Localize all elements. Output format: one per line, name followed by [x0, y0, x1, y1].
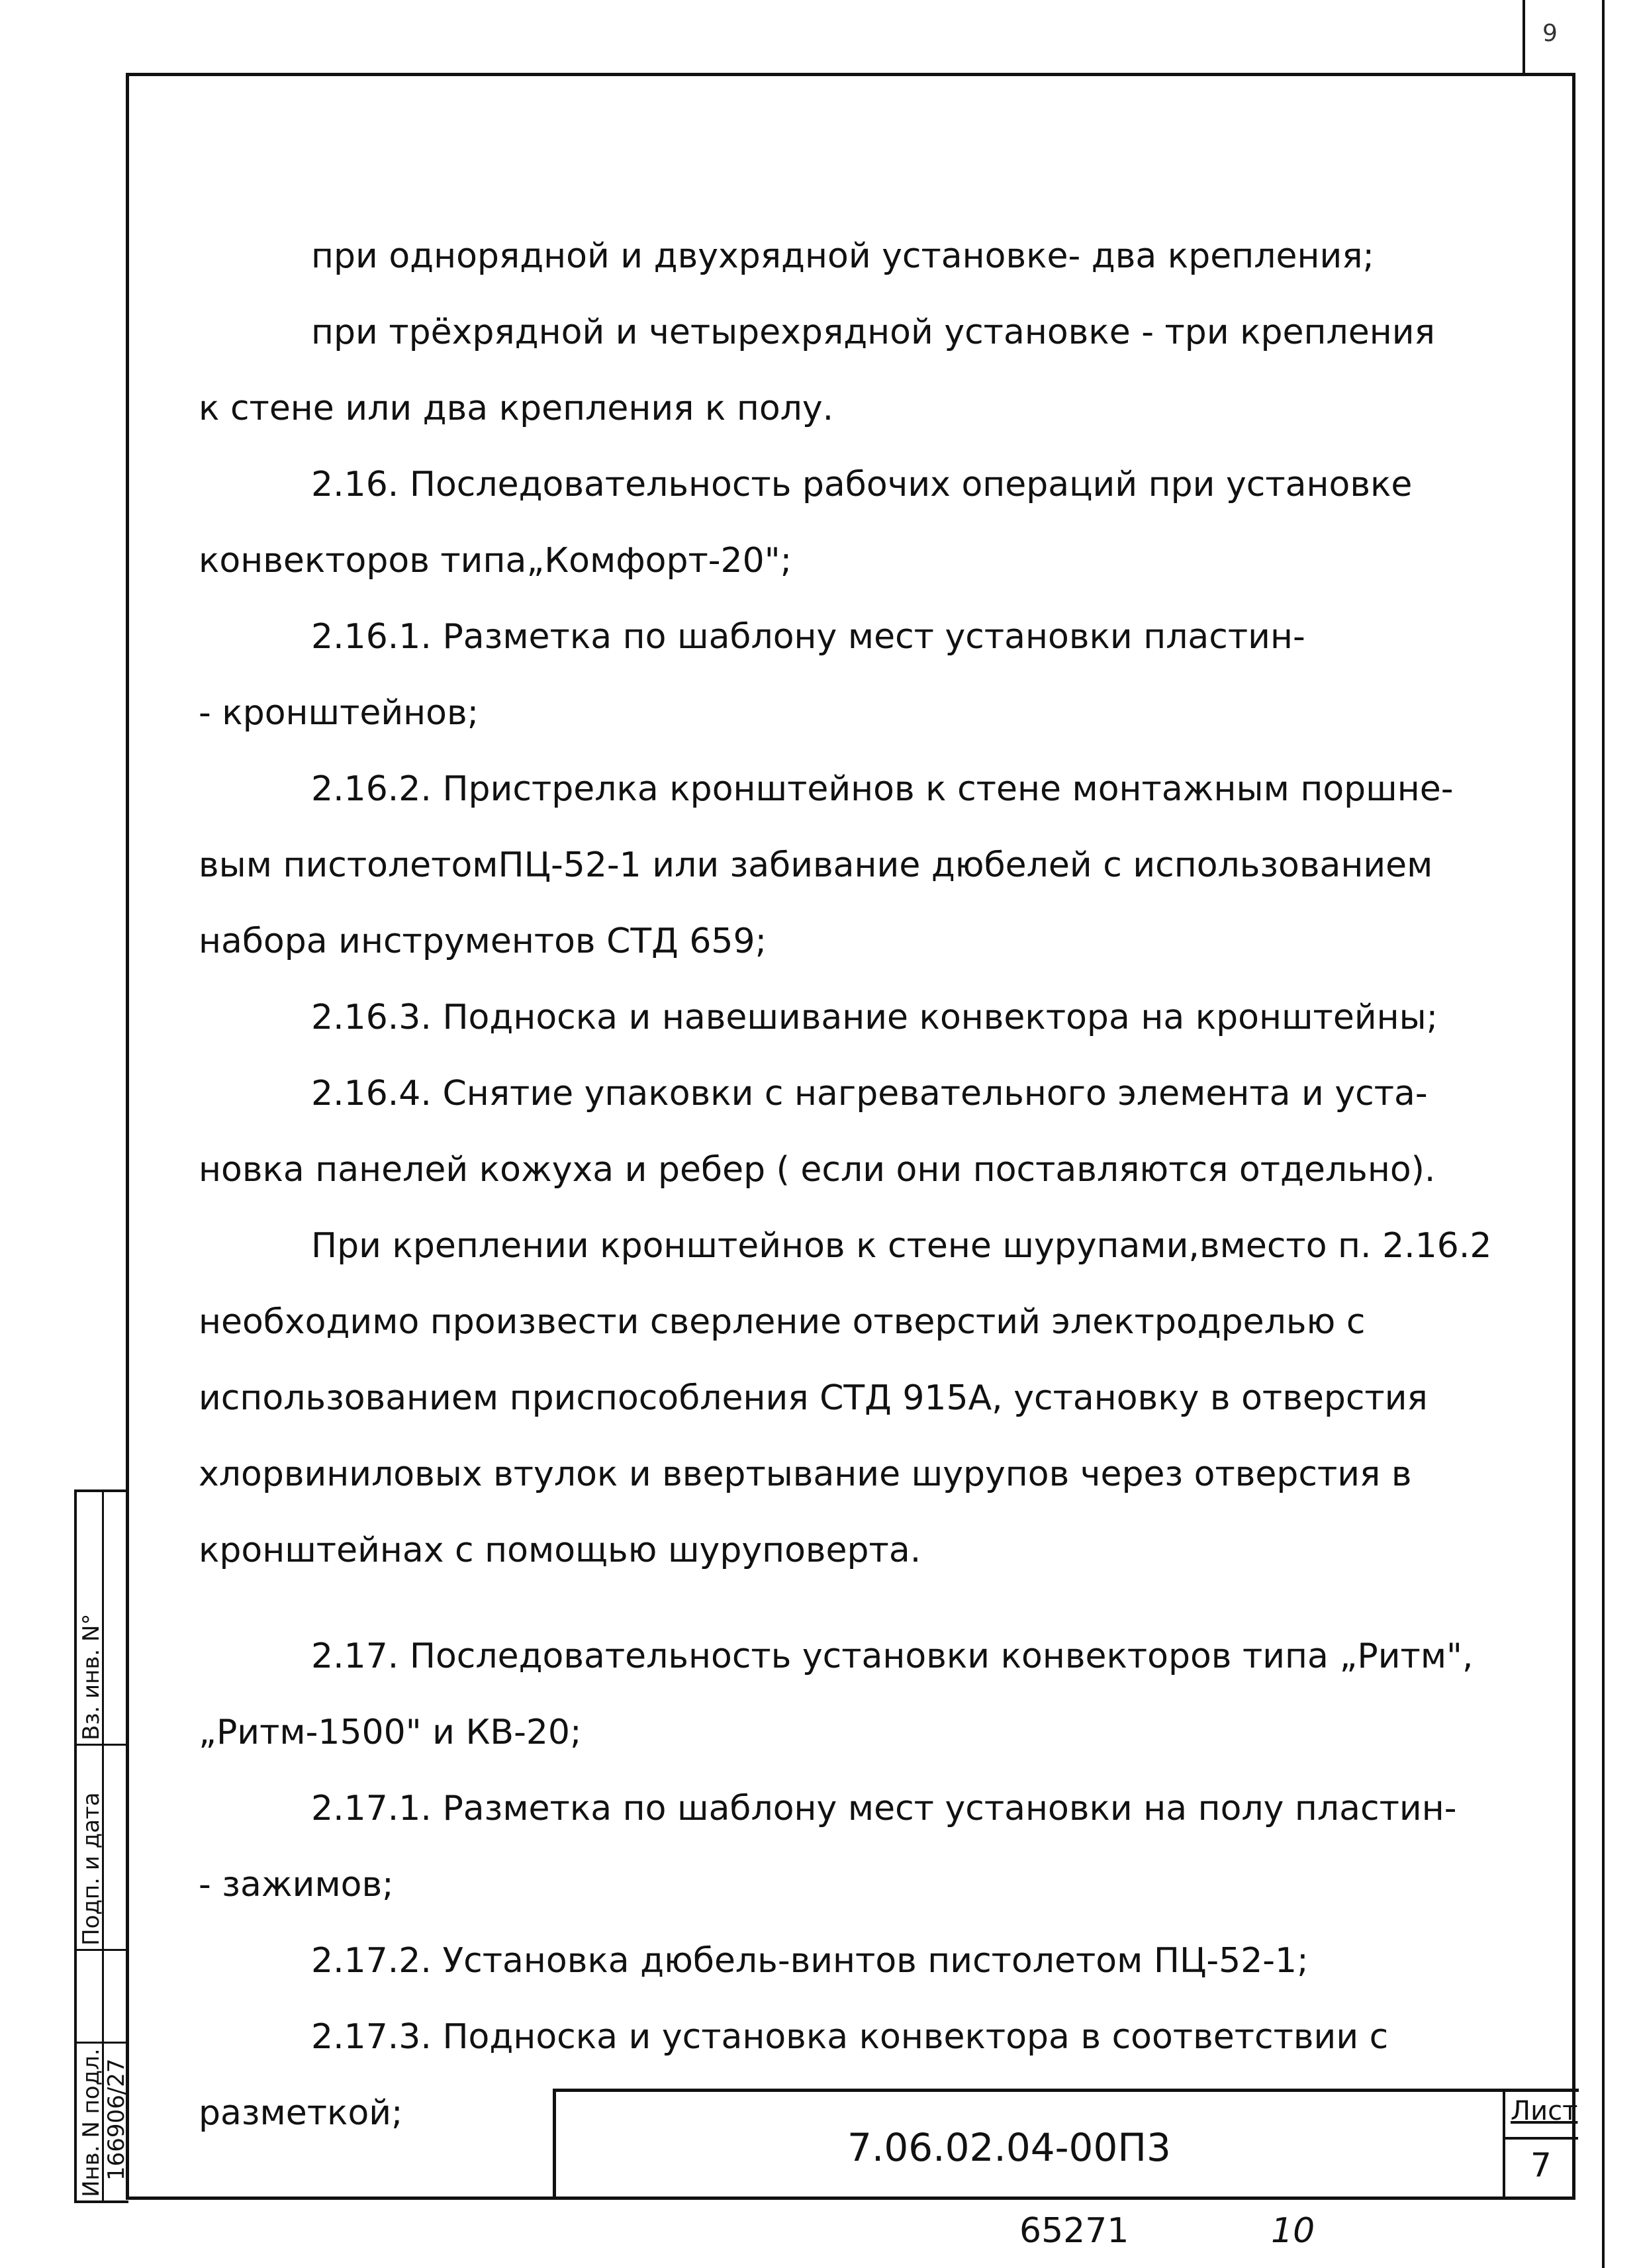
text-line: вым пистолетомПЦ-52-1 или забивание дюбелей с использованием — [199, 845, 1433, 885]
text-line: новка панелей кожуха и ребер ( если они поставляются отдельно). — [199, 1150, 1436, 1190]
paragraph-gap — [199, 1589, 1556, 1619]
frame-right — [1572, 73, 1575, 2198]
text-line: кронштейнах с помощью шуруповерта. — [199, 1531, 921, 1570]
text-line: 2.17. Последовательность установки конвекторов типа „Ритм", — [311, 1636, 1474, 1676]
text-line: к стене или два крепления к полу. — [199, 389, 834, 428]
frame-top — [126, 73, 1575, 76]
sheet-box — [1503, 2092, 1578, 2197]
sheet-number: 7 — [1530, 2146, 1552, 2185]
stamp-podp-data-label: Подп. и дата — [78, 1792, 105, 1946]
text-line: 2.16.2. Пристрелка кронштейнов к стене монтажным поршне- — [311, 769, 1454, 809]
text-line: 2.17.2. Установка дюбель-винтов пистолетом ПЦ-52-1; — [311, 1941, 1309, 1981]
text-line: 2.17.3. Подноска и установка конвектора в соответствии с — [311, 2017, 1389, 2057]
page-corner-divider — [1523, 0, 1525, 73]
document-code: 7.06.02.04-00П3 — [847, 2125, 1171, 2170]
text-line: необходимо произвести сверление отверстий электродрелью с — [199, 1302, 1366, 1342]
text-line: разметкой; — [199, 2093, 403, 2133]
stamp-hline — [77, 2042, 128, 2044]
text-line: использованием приспособления СТД 915А, установку в отверстия — [199, 1378, 1428, 1418]
stamp-hline — [77, 1744, 128, 1746]
side-stamp — [74, 1489, 128, 2203]
text-line: конвекторов типа„Комфорт-20"; — [199, 541, 792, 581]
text-line: - кронштейнов; — [199, 693, 479, 733]
title-block — [553, 2089, 1579, 2200]
text-line: 2.17.1. Разметка по шаблону мест установки на полу пластин- — [311, 1789, 1457, 1828]
stamp-inv-podl-value: 166906/27 — [103, 2058, 130, 2181]
text-line: „Ритм-1500" и КВ-20; — [199, 1713, 582, 1752]
text-line: 2.16.4. Снятие упаковки с нагревательного элемента и уста- — [311, 1074, 1428, 1113]
page-corner-number: 9 — [1542, 20, 1558, 47]
text-line: хлорвиниловых втулок и ввертывание шурупов через отверстия в — [199, 1454, 1412, 1494]
text-line: 2.16. Последовательность рабочих операций при установке — [311, 465, 1413, 504]
text-line: 2.16.3. Подноска и навешивание конвектора на кронштейны; — [311, 998, 1438, 1037]
sheet-label: Лист — [1511, 2096, 1578, 2126]
stamp-hline — [77, 1949, 128, 1951]
document-body — [199, 218, 1556, 2151]
text-line: 2.16.1. Разметка по шаблону мест установки пластин- — [311, 617, 1305, 657]
stamp-vz-inv-label: Вз. инв. N° — [78, 1613, 105, 1740]
footer-page-number: 10 — [1271, 2211, 1315, 2251]
footer-code: 65271 — [1019, 2211, 1129, 2251]
stamp-inv-podl-label: Инв. N подл. — [78, 2048, 105, 2197]
sheet-separator — [1505, 2137, 1578, 2140]
text-line: при трёхрядной и четырехрядной установке - три крепления — [311, 312, 1435, 352]
outer-border — [1602, 0, 1605, 2268]
text-line: При креплении кронштейнов к стене шурупами,вместо п. 2.16.2 — [311, 1226, 1492, 1266]
text-line: при однорядной и двухрядной установке- два крепления; — [311, 236, 1375, 276]
text-line: - зажимов; — [199, 1865, 394, 1905]
text-line: набора инструментов СТД 659; — [199, 921, 767, 961]
